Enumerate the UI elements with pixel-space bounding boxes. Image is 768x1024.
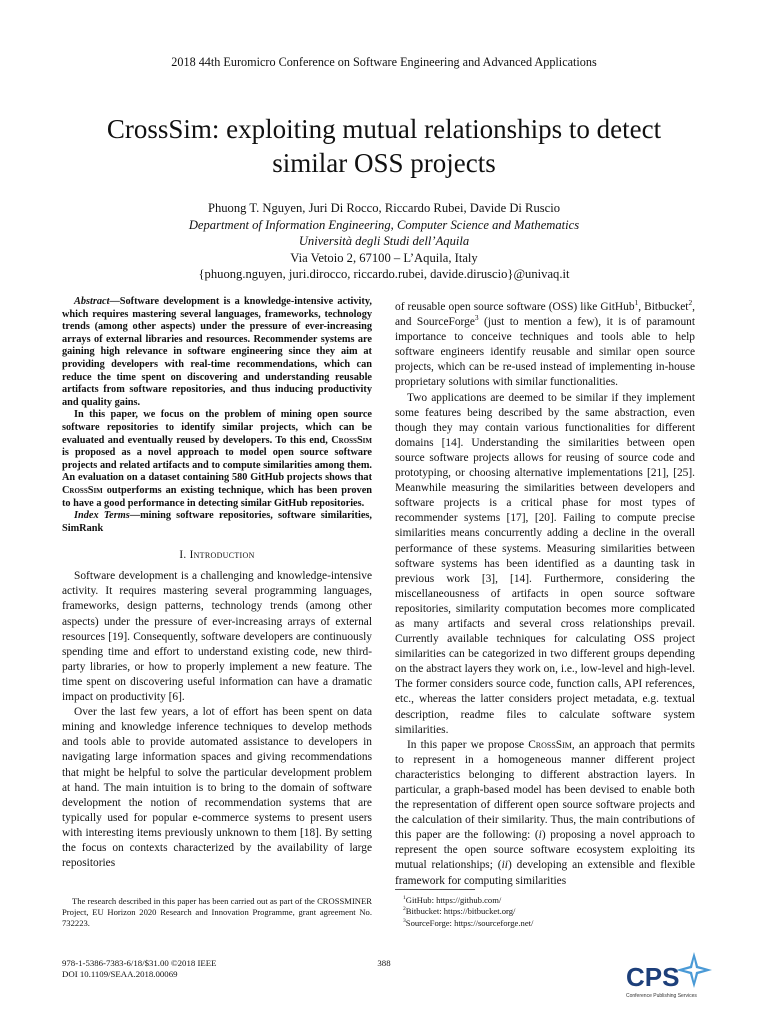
footnote-text: SourceForge: https://sourceforge.net/ [405,917,534,928]
left-column [62,296,372,871]
right-p0c: , and SourceForge [395,301,695,329]
copyright-block [62,958,322,980]
page-number: 388 [377,958,391,968]
isbn-line: 978-1-5386-7383-6/18/$31.00 ©2018 IEEE [62,958,217,968]
funding-footnote: The research described in this paper has been carried out as part of the CROSSMINER Project, EU Horizon 2020 Research and Innovation Programme, grant agreement No. 732223. [62,896,372,928]
author-block [60,200,708,283]
author-address: Via Vetoio 2, 67100 – L’Aquila, Italy [290,250,478,265]
right-paragraph-1: Two applications are deemed to be similar if they implement some features being described by the same abstraction, even though they may contain various functionalities for different domains [14]. Understanding the similarities between open source software projects allows for reusing of source code and prototyping, or choosing alternative implementations [21], [25]. Meanwhile measuring the similarities between developers and software projects is a critical phase for most types of recommender systems [17], [20]. Failing to compute precise similarities means concurrently adding a decline in the overall performance of these systems. Measuring similarities between software systems has been identified as a daunting task in previous work [3], [14]. Furthermore, considering the miscellaneousness of artifacts in open source software repositories, similarity computation becomes more complicated as many artifacts and several cross relationships prevail. Currently available techniques for calculating OSS project similarities can be categorized in two different groups depending on the abstract layers they work on, i.e., low-level and high-level. The former considers source code, function calls, API references, etc., whereas the latter considers project metadata, e.g. textual description, readme files to calculate software system similarities. [395,391,695,736]
author-university: Università degli Studi dell’Aquila [298,234,470,249]
footnote-rule [395,889,475,890]
conference-header: 2018 44th Euromicro Conference on Software Engineering and Advanced Applications [171,55,597,69]
index-terms-lead: Index Terms [74,510,130,522]
paper-title [60,112,708,180]
right-column [395,300,695,889]
title-line-2: similar OSS projects [272,148,496,178]
abstract-p2a: In this paper, we focus on the problem of mining open source software repositories to identify similar projects, which can be evaluated and eventually reused by developers. To this end, [62,409,372,446]
author-department: Department of Information Engineering, Computer Science and Mathematics [188,217,580,232]
index-terms-text: —mining software repositories, software similarities, SimRank [62,510,372,534]
right-roman-ii: ii [501,859,508,872]
footnote-text: Bitbucket: https://bitbucket.org/ [405,906,516,917]
section-heading-introduction [62,549,372,561]
title-line-1: CrossSim: exploiting mutual relationships to detect [106,114,662,144]
section-number: I. [179,549,187,562]
section-title: Introduction [189,549,255,562]
footnote-ref-3: 3 [474,313,479,323]
footnote-number: 3 [403,917,406,924]
abstract-p2b: is proposed as a novel approach to model open source software projects and related artifacts and to compute similarities among them. An evaluation on a dataset containing 580 GitHub projects shows that [62,447,372,484]
author-emails: {phuong.nguyen, juri.dirocco, riccardo.rubei, davide.diruscio}@univaq.it [198,267,570,282]
right-footnotes [403,895,703,929]
right-p2d: ) developing an extensible and flexible framework for computing similarities [395,859,696,887]
right-crosssim: CrossSim [528,738,572,751]
footnote-3 [403,918,703,929]
footnote-number: 2 [403,906,406,913]
intro-paragraph-1: Software development is a challenging and knowledge-intensive activity. It requires mastering several programming languages, frameworks, design patterns, technology trends (among other aspects) under the pressure of ever-increasing arrays of external resources [19]. Consequently, software developers are continuously spending time and effort to understand existing code, new third-party libraries, or how to properly implement a new feature. The time spent on discovering useful information can have a dramatic impact on productivity [6]. [62,570,372,704]
footnote-text: GitHub: https://github.com/ [405,895,502,905]
abstract-p2c: outperforms an existing technique, which has been proven to have a good performance in detecting similar GitHub repositories. [62,484,372,509]
left-footnote [62,896,372,929]
abstract-crosssim-1: CrossSim [331,434,372,446]
right-p0d: (just to mention a few), it is of paramount importance to conceive techniques and tools able to help software engineers identify reusable and similar open source projects, which can be re-used instead of implementing in-house proprietary solutions with similar functionalities. [395,316,696,389]
intro-paragraph-2: Over the last few years, a lot of effort has been spent on data mining and knowledge inference techniques to develop methods and tools able to provide automated assistance to developers in navigating large information spaces and giving recommendations that might be helpful to solve the particular development problem at hand. The main intuition is to bring to the domain of software development the notion of recommendation systems that are typically used for popular e-commerce systems to present users with interesting items previously unknown to them [18]. By setting the focus on contexts characterized by the availability of large repositories [62,706,372,870]
footnote-number: 1 [403,895,406,902]
doi-line: DOI 10.1109/SEAA.2018.00069 [62,969,178,979]
introduction-text [62,569,372,871]
right-roman-i: i [538,829,542,842]
cps-logo [624,950,714,1000]
right-paragraph-0 [395,300,695,391]
logo-text: CPS [626,962,680,992]
abstract-p1: —Software development is a knowledge-intensive activity, which requires mastering several languages, frameworks, technology trends (among other aspects) under the pressure of ever-increasing arrays of external libraries and resources. Recommender systems are gaining high relevance in software engineering since they aim at providing developers with real-time recommendations, which can reduce the time spent on discovering and understanding reusable artifacts from software repositories, and thus inducing productivity and quality gains. [62,296,372,408]
right-p2c: ) proposing a novel approach to represent the open source software ecosystem exploiting its mutual relationships; ( [395,829,695,872]
right-p2b: , an approach that permits to represent in a homogeneous manner different project characteristics belonging to different abstraction layers. In particular, a graph-based model has been devised to enable both the representation of different open source software projects and the calculation of their similarity. Thus, the main contributions of this paper are the following: ( [395,738,695,842]
abstract-lead: Abstract [74,296,110,307]
footnote-ref-1: 1 [634,298,639,308]
author-names: Phuong T. Nguyen, Juri Di Rocco, Riccardo Rubei, Davide Di Ruscio [207,201,561,215]
cps-star-logo [624,950,714,1000]
right-paragraph-2 [395,738,695,889]
abstract-crosssim-2: CrossSim [62,484,103,496]
right-p2a: In this paper we propose [407,738,529,751]
right-p0b: , Bitbucket [638,301,689,313]
footnote-1 [403,895,703,906]
right-p0a: of reusable open source software (OSS) like GitHub [395,301,635,313]
abstract [62,296,372,535]
footnote-ref-2: 2 [688,298,693,308]
logo-subtext: Conference Publishing Services [626,993,697,999]
footnote-2 [403,906,703,917]
